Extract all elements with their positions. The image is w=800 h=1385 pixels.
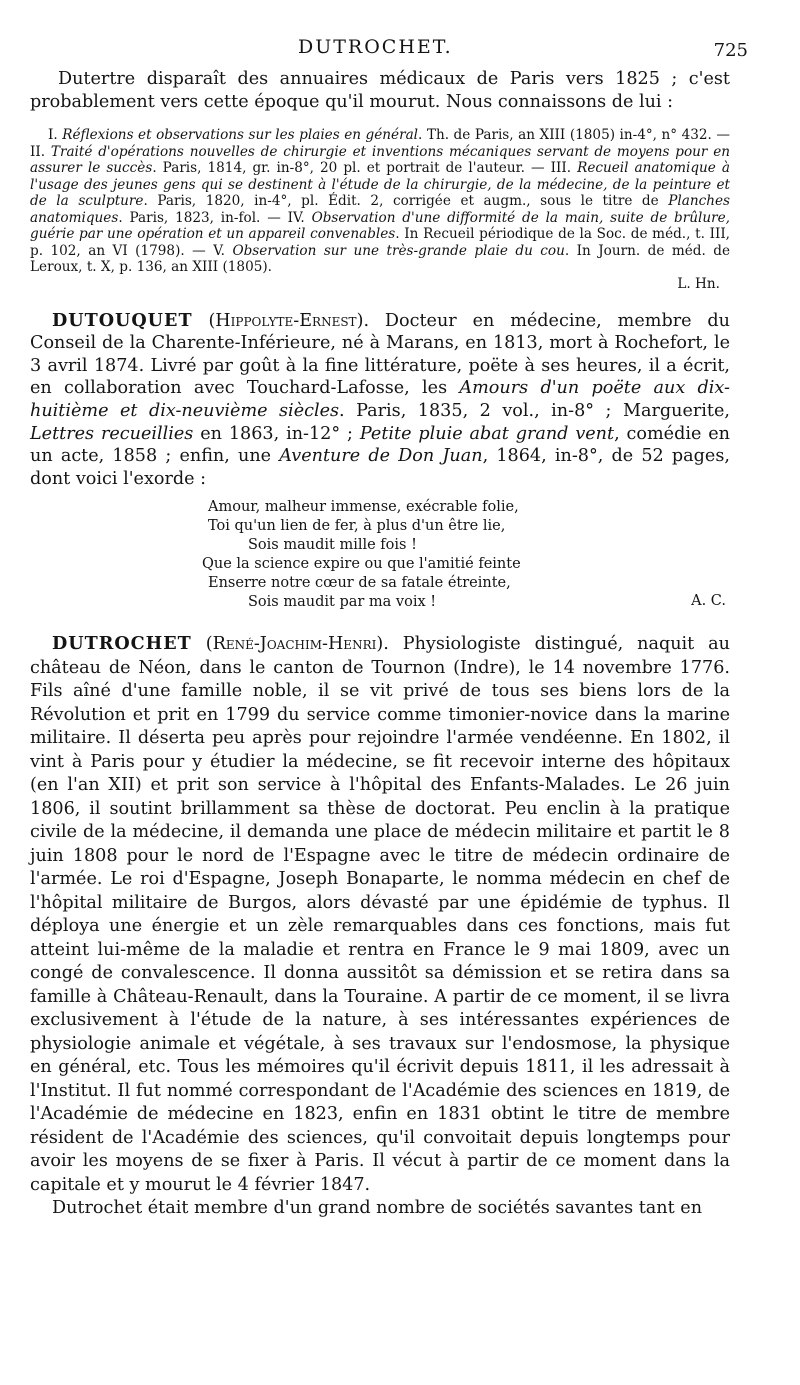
verse-line: Amour, malheur immense, exécrable folie,: [208, 499, 519, 516]
work-title: Amours d'un poëte aux dix-huitième et dix-neuvième siècles: [30, 378, 730, 422]
biblio-text: I.: [48, 127, 63, 144]
entry-text: , comédie en un acte, 1858 ; enfin, une: [30, 423, 731, 467]
author-signature: L. Hn.: [677, 275, 720, 292]
biblio-text: . Paris, 1823, in-fol. — IV.: [118, 209, 312, 226]
closing-line: Dutrochet était membre d'un grand nombre de sociétés savantes tant en: [52, 1198, 703, 1219]
entry-text: , 1864, in-8°, de 52 pages, dont voici l'exorde :: [30, 446, 730, 489]
verse-line: Toi qu'un lien de fer, à plus d'un être lie,: [208, 518, 506, 535]
biblio-text: . Paris, 1820, in-4°, pl. Édit. 2, corrigée et augm., sous le titre de: [143, 193, 669, 210]
verse-line: Que la science expire ou que l'amitié feinte: [202, 556, 521, 573]
author-signature: A. C.: [691, 593, 726, 610]
verse-line: Sois maudit par ma voix !: [248, 594, 437, 611]
bibliography-list: [30, 127, 730, 276]
entry-dutrochet: [30, 632, 730, 1197]
running-title: DUTROCHET.: [298, 36, 453, 58]
biblio-title: Observation sur une très-grande plaie du cou: [232, 242, 565, 259]
biblio-text: . Th. de Paris, an XIII (1805) in-4°, n° 432. — II.: [30, 127, 730, 160]
work-title: Lettres recueillies: [30, 423, 194, 444]
given-names: (René-Joachim-Henri): [205, 634, 384, 655]
biblio-text: . Paris, 1814, gr. in-8°, 20 pl. et portrait de l'auteur. — III.: [152, 160, 578, 177]
entry-dutouquet: [30, 310, 730, 491]
headword: DUTROCHET: [52, 633, 192, 655]
entry-text: . Physiologiste distingué, naquit au château de Néon, dans le canton de Tournon (Indre), le 14 novembre 1776. Fils aîné d'une famille noble, il se vit privé de tous ses biens lors de la Révolution et prit en 1799 du service comme timonier-novice dans la marine militaire. Il déserta peu après pour rejoindre l'armée vendéenne. En 1802, il vint à Paris pour y étudier la médecine, se fit recevoir interne des hôpitaux (en l'an XII) et prit son service à l'hôpital des Enfants-Malades. Le 26 juin 1806, il soutint brillamment sa thèse de doctorat. Peu enclin à la pratique civile de la médecine, il demanda une place de médecin militaire et partit le 8 juin 1808 pour le nord de l'Espagne avec le titre de médecin ordinaire de l'armée. Le roi d'Espagne, Joseph Bonaparte, le nomma médecin en chef de l'hôpital militaire de Burgos, alors dévasté par une épidémie de typhus. Il déploya une énergie et un zèle remarquables dans ces fonctions, mais fut atteint lui-même de la maladie et rentra en France le 9 mai 1809, avec un congé de convalescence. Il donna aussitôt sa démission et se retira dans sa famille à Château-Renault, dans la Touraine. A partir de ce moment, il se livra exclusivement à l'étude de la nature, à ses intéressantes expériences de physiologie animale et végétale, à ses travaux sur l'endosmose, la physique en général, etc. Tous les mémoires qu'il écrivit depuis 1811, il les adressait à l'Institut. Il fut nommé correspondant de l'Académie des sciences en 1819, de l'Académie de médecine en 1823, enfin en 1831 obtint le titre de membre résident de l'Académie des sciences, qu'il convoitait depuis longtemps pour avoir les moyens de se fixer à Paris. Il vécut à partir de ce moment dans la capitale et y mourut le 4 février 1847.: [30, 634, 730, 1195]
biblio-title: Traité d'opérations nouvelles de chirurgie et inventions mécaniques servant de moyens pour en assurer le succès: [30, 143, 730, 177]
work-title: Petite pluie abat grand vent: [359, 423, 615, 444]
biblio-text: . In Journ. de méd. de Leroux, t. X, p. 136, an XIII (1805).: [30, 242, 731, 276]
entry-text: . Docteur en médecine, membre du Conseil de la Charente-Inférieure, né à Marans, en 1813, mort à Rochefort, le 3 avril 1874. Livré par goût à la fine littérature, poëte à ses heures, il a écrit, en collaboration avec Touchard-Lafosse, les: [30, 310, 730, 399]
given-names: (Hippolyte-Ernest): [208, 310, 364, 331]
biblio-title: Planches anatomiques: [30, 193, 730, 226]
biblio-text: . In Recueil périodique de la Soc. de méd., t. III, p. 102, an VI (1798). — V.: [30, 226, 731, 259]
biblio-title: Recueil anatomique à l'usage des jeunes gens qui se destinent à l'étude de la chirurgie, de la médecine, de la peinture et de la sculpture: [30, 160, 730, 210]
page-number: 725: [713, 40, 748, 61]
verse-line: Sois maudit mille fois !: [248, 537, 417, 554]
work-title: Aventure de Don Juan: [279, 446, 483, 467]
verse-block: [30, 498, 730, 612]
verse-line: Enserre notre cœur de sa fatale étreinte,: [208, 575, 511, 592]
entry-text: en 1863, in-12° ;: [193, 423, 360, 444]
headword: DUTOUQUET: [52, 309, 193, 331]
biblio-title: Observation d'une difformité de la main, suite de brûlure, guérie par une opération et un appareil convenables: [30, 209, 730, 243]
intro-paragraph: Dutertre disparaît des annuaires médicaux de Paris vers 1825 ; c'est probablement vers cette époque qu'il mourut. Nous connaissons de lui :: [30, 69, 730, 112]
running-head: [30, 10, 748, 61]
page: [30, 10, 748, 1220]
biblio-title: Réflexions et observations sur les plaies en général: [62, 127, 419, 144]
entry-text: . Paris, 1835, 2 vol., in-8° ; Marguerite,: [339, 401, 730, 422]
